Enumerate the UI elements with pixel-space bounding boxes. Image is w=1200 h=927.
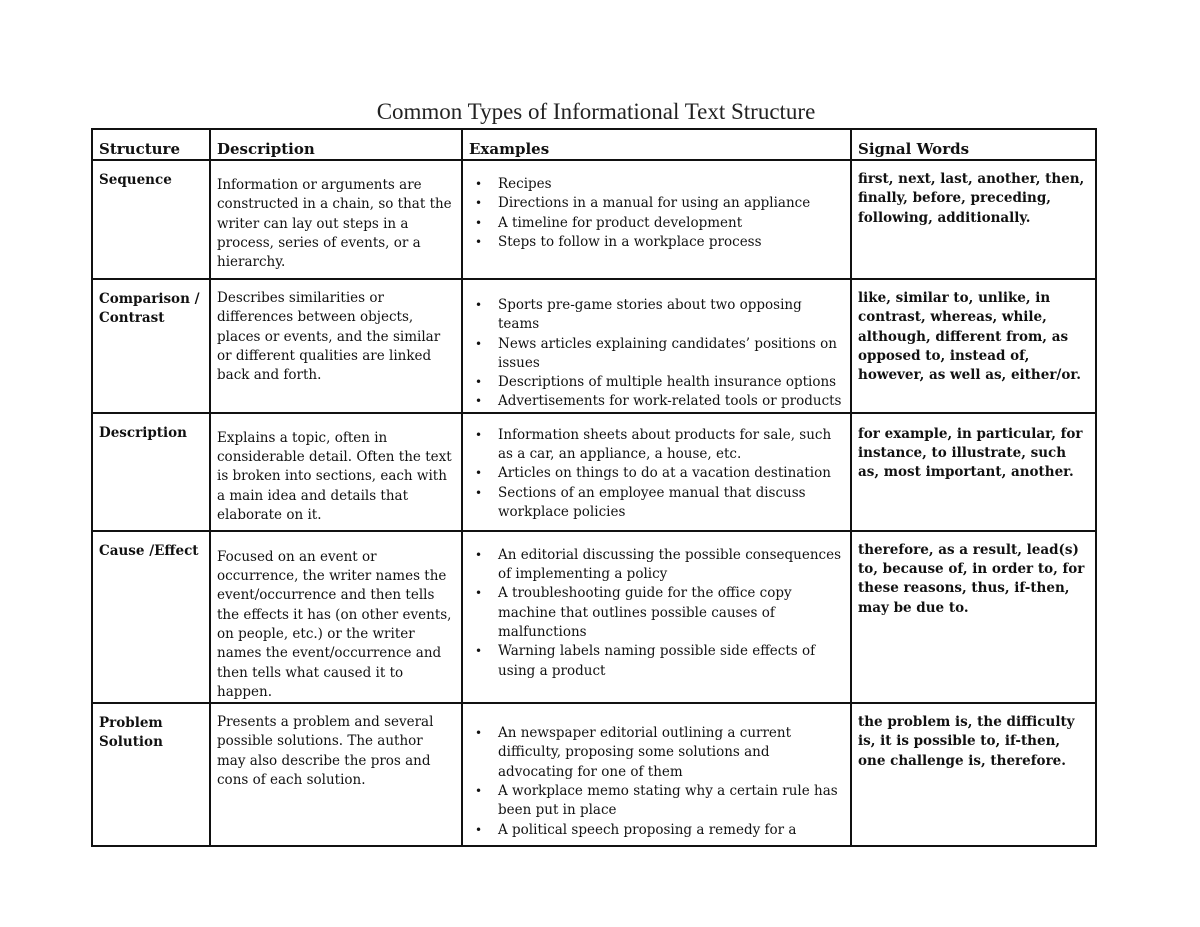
example-text: Articles on things to do at a vacation destination — [498, 465, 831, 482]
example-text: A workplace memo stating why a certain rule has been put in place — [498, 783, 838, 819]
bullet-icon: • — [475, 196, 483, 211]
header-examples: Examples — [462, 129, 851, 160]
signal-words-cell — [851, 703, 1096, 846]
examples-list — [469, 280, 844, 412]
text-structure-table — [91, 128, 1097, 847]
examples-cell — [462, 531, 851, 703]
examples-list — [469, 704, 844, 840]
table-row — [92, 703, 1096, 846]
description-text: Explains a topic, often in considerable detail. Often the text is broken into sections, each with a main idea and details that elaborate on it. — [217, 429, 452, 523]
example-text: Warning labels naming possible side effects of using a product — [498, 643, 816, 679]
bullet-icon: • — [475, 394, 483, 409]
signal-words-text: therefore, as a result, lead(s) to, because of, in order to, for these reasons, thus, if-then, may be due to. — [858, 541, 1085, 616]
structure-name: Comparison / Contrast — [99, 291, 200, 327]
signal-words-text: first, next, last, another, then, finally, before, preceding, following, additionally. — [858, 171, 1085, 226]
header-signal-words: Signal Words — [851, 129, 1096, 160]
example-text: News articles explaining candidates’ positions on issues — [498, 335, 837, 371]
bullet-icon: • — [475, 466, 483, 481]
example-text: A political speech proposing a remedy for a — [498, 821, 797, 838]
examples-list — [469, 414, 844, 522]
description-text: Presents a problem and several possible solutions. The author may also describe the pros and cons of each solution. — [217, 714, 434, 789]
description-cell — [210, 703, 462, 846]
list-item — [469, 233, 844, 252]
list-item — [469, 194, 844, 213]
signal-words-cell — [851, 160, 1096, 279]
description-cell — [210, 279, 462, 413]
structure-name: Problem Solution — [99, 715, 163, 751]
bullet-icon: • — [475, 336, 483, 351]
description-cell — [210, 531, 462, 703]
example-text: Directions in a manual for using an appliance — [498, 195, 811, 212]
structure-name: Description — [99, 424, 187, 441]
list-item — [469, 724, 844, 782]
example-text: Advertisements for work-related tools or products — [498, 393, 842, 410]
example-text: A troubleshooting guide for the office copy machine that outlines possible causes of malfunctions — [498, 585, 792, 640]
bullet-icon: • — [475, 375, 483, 390]
list-item — [469, 642, 844, 681]
structure-cell — [92, 160, 210, 279]
structure-cell — [92, 279, 210, 413]
page-title: Common Types of Informational Text Structure — [376, 99, 816, 124]
signal-words-cell — [851, 531, 1096, 703]
example-text: Descriptions of multiple health insurance options — [498, 374, 837, 391]
description-cell — [210, 413, 462, 531]
structure-name: Cause /Effect — [99, 542, 199, 559]
structure-name: Sequence — [99, 172, 172, 188]
example-text: Sections of an employee manual that discuss workplace policies — [498, 484, 806, 520]
bullet-icon: • — [475, 822, 483, 837]
bullet-icon: • — [475, 726, 483, 741]
examples-cell — [462, 160, 851, 279]
bullet-icon: • — [475, 586, 483, 601]
list-item — [469, 821, 844, 840]
list-item — [469, 296, 844, 335]
list-item — [469, 782, 844, 821]
list-item — [469, 484, 844, 523]
table-row — [92, 531, 1096, 703]
structure-cell — [92, 703, 210, 846]
signal-words-cell — [851, 279, 1096, 413]
bullet-icon: • — [475, 784, 483, 799]
signal-words-cell — [851, 413, 1096, 531]
bullet-icon: • — [475, 427, 483, 442]
header-description: Description — [210, 129, 462, 160]
signal-words-text: like, similar to, unlike, in contrast, whereas, while, although, different from, as opposed to, instead of, however, as well as, either/or. — [858, 290, 1081, 384]
bullet-icon: • — [475, 234, 483, 249]
list-item — [469, 392, 844, 411]
example-text: An editorial discussing the possible consequences of implementing a policy — [498, 546, 841, 583]
list-item — [469, 546, 844, 585]
header-structure: Structure — [92, 129, 210, 160]
examples-cell — [462, 279, 851, 413]
list-item — [469, 175, 844, 194]
description-text: Describes similarities or differences between objects, places or events, and the similar or different qualities are linked back and forth. — [217, 290, 441, 384]
bullet-icon: • — [475, 644, 483, 659]
structure-cell — [92, 413, 210, 531]
table-row — [92, 160, 1096, 279]
bullet-icon: • — [475, 215, 483, 230]
examples-cell — [462, 703, 851, 846]
bullet-icon: • — [475, 547, 483, 562]
example-text: An newspaper editorial outlining a current difficulty, proposing some solutions and advocating for one of them — [498, 725, 792, 780]
description-cell — [210, 160, 462, 279]
bullet-icon: • — [475, 485, 483, 500]
table-header-row — [92, 129, 1096, 160]
description-text: Information or arguments are constructed in a chain, so that the writer can lay out steps in a process, series of events, or a hierarchy. — [217, 177, 452, 271]
list-item — [469, 464, 844, 483]
signal-words-text: for example, in particular, for instance, to illustrate, such as, most important, another. — [858, 425, 1083, 481]
example-text: A timeline for product development — [498, 214, 743, 231]
example-text: Sports pre-game stories about two opposing teams — [498, 297, 802, 333]
example-text: Information sheets about products for sale, such as a car, an appliance, a house, etc. — [498, 426, 832, 463]
bullet-icon: • — [475, 298, 483, 312]
examples-list — [469, 532, 844, 681]
list-item — [469, 373, 844, 392]
examples-cell — [462, 413, 851, 531]
list-item — [469, 426, 844, 465]
bullet-icon: • — [475, 177, 483, 191]
table-row — [92, 279, 1096, 413]
example-text: Steps to follow in a workplace process — [498, 233, 762, 250]
examples-clip — [469, 704, 844, 845]
example-text: Recipes — [498, 176, 552, 192]
list-item — [469, 584, 844, 642]
examples-list — [469, 161, 844, 252]
table-row — [92, 413, 1096, 531]
structure-cell — [92, 531, 210, 703]
description-text: Focused on an event or occurrence, the writer names the event/occurrence and then tells the effects it has (on other events, on people, etc.) or the writer names the event/occurrence and then tells what caused it to happen. — [217, 548, 452, 700]
signal-words-text: the problem is, the difficulty is, it is possible to, if-then, one challenge is, therefore. — [858, 714, 1075, 769]
list-item — [469, 335, 844, 374]
list-item — [469, 214, 844, 233]
